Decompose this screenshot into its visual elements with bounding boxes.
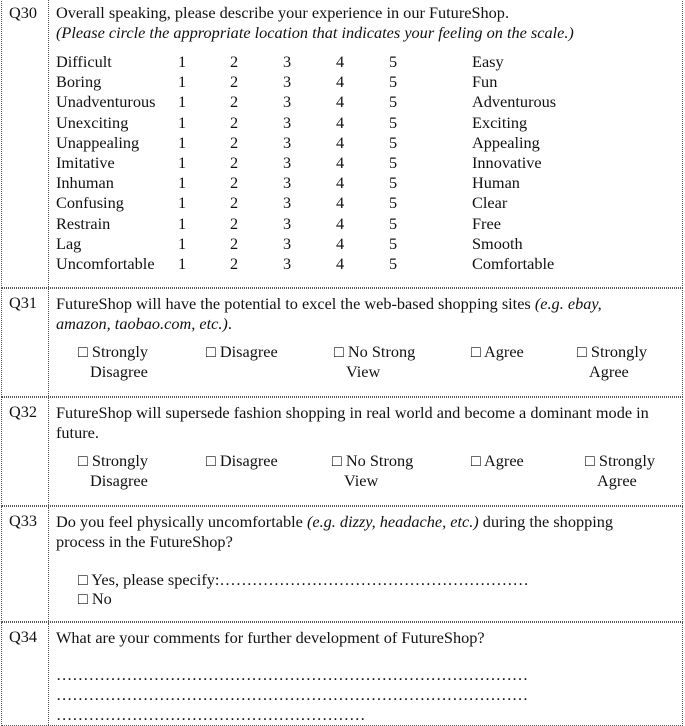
scale-right-label: Human xyxy=(472,173,520,193)
option-label: □ Strongly xyxy=(585,451,655,470)
q32-row xyxy=(1,397,683,506)
scale-right-label: Comfortable xyxy=(472,254,555,273)
q31-row xyxy=(1,288,683,397)
scale-point[interactable]: 1 xyxy=(178,173,187,193)
scale-point[interactable]: 2 xyxy=(230,233,239,253)
likert-option[interactable] xyxy=(332,451,413,490)
scale-point[interactable]: 2 xyxy=(230,173,239,193)
scale-point[interactable]: 3 xyxy=(283,213,292,233)
scale-right-label: Free xyxy=(472,213,501,233)
q33-row xyxy=(1,506,683,622)
option-label: □ No Strong xyxy=(334,342,416,361)
scale-point[interactable]: 2 xyxy=(230,254,239,273)
scale-right-label: Adventurous xyxy=(472,92,557,112)
option-label-cont: Agree xyxy=(597,470,637,490)
scale-point[interactable]: 2 xyxy=(230,132,239,152)
scale-point[interactable]: 2 xyxy=(230,112,239,132)
scale-right-label: Clear xyxy=(472,193,508,213)
q33-number: Q33 xyxy=(9,511,38,530)
scale-point[interactable]: 2 xyxy=(230,213,239,233)
scale-point[interactable]: 3 xyxy=(283,233,292,253)
scale-point[interactable]: 1 xyxy=(178,233,187,253)
scale-point[interactable]: 3 xyxy=(283,92,292,112)
q31-question-line1 xyxy=(56,294,602,314)
scale-point[interactable]: 3 xyxy=(283,173,292,193)
scale-point[interactable]: 5 xyxy=(389,72,398,92)
scale-point[interactable]: 5 xyxy=(389,132,398,152)
scale-point[interactable]: 1 xyxy=(178,193,187,213)
scale-point[interactable]: 4 xyxy=(336,233,345,253)
q33-question-start: Do you feel physically uncomfortable xyxy=(56,512,307,531)
scale-right-label: Smooth xyxy=(472,233,523,253)
option-label-cont: View xyxy=(346,361,381,381)
scale-point[interactable]: 4 xyxy=(336,153,345,172)
likert-option[interactable] xyxy=(206,342,278,362)
q31-number: Q31 xyxy=(9,293,38,312)
scale-point[interactable]: 1 xyxy=(178,112,187,132)
scale-left-label: Inhuman xyxy=(56,173,114,193)
scale-right-label: Exciting xyxy=(472,112,528,132)
scale-point[interactable]: 4 xyxy=(336,193,345,213)
scale-point[interactable]: 1 xyxy=(178,92,187,112)
q33-question-line2: process in the FutureShop? xyxy=(56,532,233,551)
scale-point[interactable]: 3 xyxy=(283,193,292,213)
q31-question-end: . xyxy=(227,314,232,333)
q30-question: Overall speaking, please describe your experience in our FutureShop. xyxy=(56,3,510,22)
scale-point[interactable]: 2 xyxy=(230,193,239,213)
q34-question: What are your comments for further development of FutureShop? xyxy=(56,628,485,647)
scale-left-label: Unappealing xyxy=(56,132,140,152)
scale-point[interactable]: 3 xyxy=(283,254,292,273)
scale-point[interactable]: 1 xyxy=(178,132,187,152)
option-label: □ Strongly xyxy=(78,342,148,361)
scale-point[interactable]: 1 xyxy=(178,153,187,172)
column-divider xyxy=(48,623,49,725)
option-label-cont: View xyxy=(344,470,379,490)
scale-right-label: Easy xyxy=(472,52,504,71)
likert-option[interactable] xyxy=(471,451,524,471)
scale-point[interactable]: 3 xyxy=(283,72,292,92)
likert-option[interactable] xyxy=(206,451,278,471)
scale-point[interactable]: 2 xyxy=(230,52,239,71)
scale-point[interactable]: 5 xyxy=(389,52,398,71)
scale-left-label: Difficult xyxy=(56,52,112,71)
option-label: □ Strongly xyxy=(78,451,148,470)
q33-option-no[interactable]: □ No xyxy=(78,589,112,608)
scale-point[interactable]: 1 xyxy=(178,52,187,71)
scale-right-label: Appealing xyxy=(472,132,540,152)
q30-instruction: (Please circle the appropriate location that indicates your feeling on the scale.) xyxy=(56,23,574,42)
option-label: □ Agree xyxy=(471,451,524,470)
scale-point[interactable]: 1 xyxy=(178,254,187,273)
scale-point[interactable]: 5 xyxy=(389,193,398,213)
scale-point[interactable]: 4 xyxy=(336,92,345,112)
likert-option[interactable] xyxy=(577,342,647,381)
q34-answer-line[interactable]: ………………………………………………… xyxy=(56,705,366,724)
scale-point[interactable]: 3 xyxy=(283,153,292,172)
scale-point[interactable]: 3 xyxy=(283,52,292,71)
q33-question-line1 xyxy=(56,512,613,532)
scale-point[interactable]: 2 xyxy=(230,153,239,172)
q32-question-line1: FutureShop will supersede fashion shopping in real world and become a dominant mode in xyxy=(56,403,649,422)
q33-option-yes[interactable]: □ Yes, please specify:………………………………………………… xyxy=(78,570,529,589)
q34-number: Q34 xyxy=(9,627,38,646)
q34-answer-line[interactable]: …………………………………………………………………………… xyxy=(56,665,529,684)
column-divider xyxy=(48,289,49,396)
scale-point[interactable]: 5 xyxy=(389,173,398,193)
scale-point[interactable]: 4 xyxy=(336,213,345,233)
scale-left-label: Lag xyxy=(56,233,82,253)
scale-left-label: Imitative xyxy=(56,153,115,172)
likert-option[interactable] xyxy=(471,342,524,362)
q33-question-examples: (e.g. dizzy, headache, etc.) xyxy=(306,512,479,531)
scale-point[interactable]: 5 xyxy=(389,153,398,172)
scale-left-label: Unadventurous xyxy=(56,92,156,112)
scale-point[interactable]: 5 xyxy=(389,112,398,132)
q34-answer-line[interactable]: …………………………………………………………………………… xyxy=(56,685,529,704)
scale-point[interactable]: 4 xyxy=(336,72,345,92)
option-label-cont: Agree xyxy=(589,361,629,381)
scale-point[interactable]: 5 xyxy=(389,233,398,253)
scale-point[interactable]: 4 xyxy=(336,173,345,193)
column-divider xyxy=(48,507,49,621)
option-label: □ Disagree xyxy=(206,342,278,361)
scale-left-label: Unexciting xyxy=(56,112,129,132)
scale-point[interactable]: 4 xyxy=(336,254,345,273)
likert-option[interactable] xyxy=(334,342,415,381)
scale-point[interactable]: 1 xyxy=(178,72,187,92)
q31-question-line2 xyxy=(56,314,232,334)
scale-point[interactable]: 2 xyxy=(230,92,239,112)
option-label: □ Disagree xyxy=(206,451,278,470)
scale-point[interactable]: 5 xyxy=(389,254,398,273)
scale-point[interactable]: 5 xyxy=(389,92,398,112)
q32-number: Q32 xyxy=(9,402,38,421)
scale-point[interactable]: 4 xyxy=(336,132,345,152)
scale-left-label: Confusing xyxy=(56,193,124,213)
option-label: □ Agree xyxy=(471,342,524,361)
q33-question-end: during the shopping xyxy=(478,512,614,531)
q31-question-examples-cont: amazon, taobao.com, etc.) xyxy=(56,314,228,333)
q32-question-line2: future. xyxy=(56,423,99,442)
option-label: □ No Strong xyxy=(332,451,414,470)
q31-question-examples: (e.g. ebay, xyxy=(534,294,602,313)
option-label-cont: Disagree xyxy=(90,470,148,490)
option-label-cont: Disagree xyxy=(90,361,148,381)
option-label: □ Strongly xyxy=(577,342,647,361)
scale-point[interactable]: 2 xyxy=(230,72,239,92)
scale-point[interactable]: 3 xyxy=(283,132,292,152)
q30-row xyxy=(1,0,683,288)
scale-right-label: Innovative xyxy=(472,153,542,172)
scale-point[interactable]: 4 xyxy=(336,112,345,132)
scale-point[interactable]: 1 xyxy=(178,213,187,233)
q30-number: Q30 xyxy=(9,3,38,22)
q31-question-start: FutureShop will have the potential to excel the web-based shopping sites xyxy=(56,294,535,313)
scale-left-label: Boring xyxy=(56,72,102,92)
scale-point[interactable]: 3 xyxy=(283,112,292,132)
likert-option[interactable] xyxy=(78,451,148,490)
scale-right-label: Fun xyxy=(472,72,498,92)
likert-option[interactable] xyxy=(585,451,655,490)
scale-left-label: Uncomfortable xyxy=(56,254,155,273)
q34-row xyxy=(1,622,683,726)
scale-left-label: Restrain xyxy=(56,213,111,233)
scale-point[interactable]: 5 xyxy=(389,213,398,233)
likert-option[interactable] xyxy=(78,342,148,381)
scale-point[interactable]: 4 xyxy=(336,52,345,71)
column-divider xyxy=(48,398,49,505)
column-divider xyxy=(48,0,49,287)
